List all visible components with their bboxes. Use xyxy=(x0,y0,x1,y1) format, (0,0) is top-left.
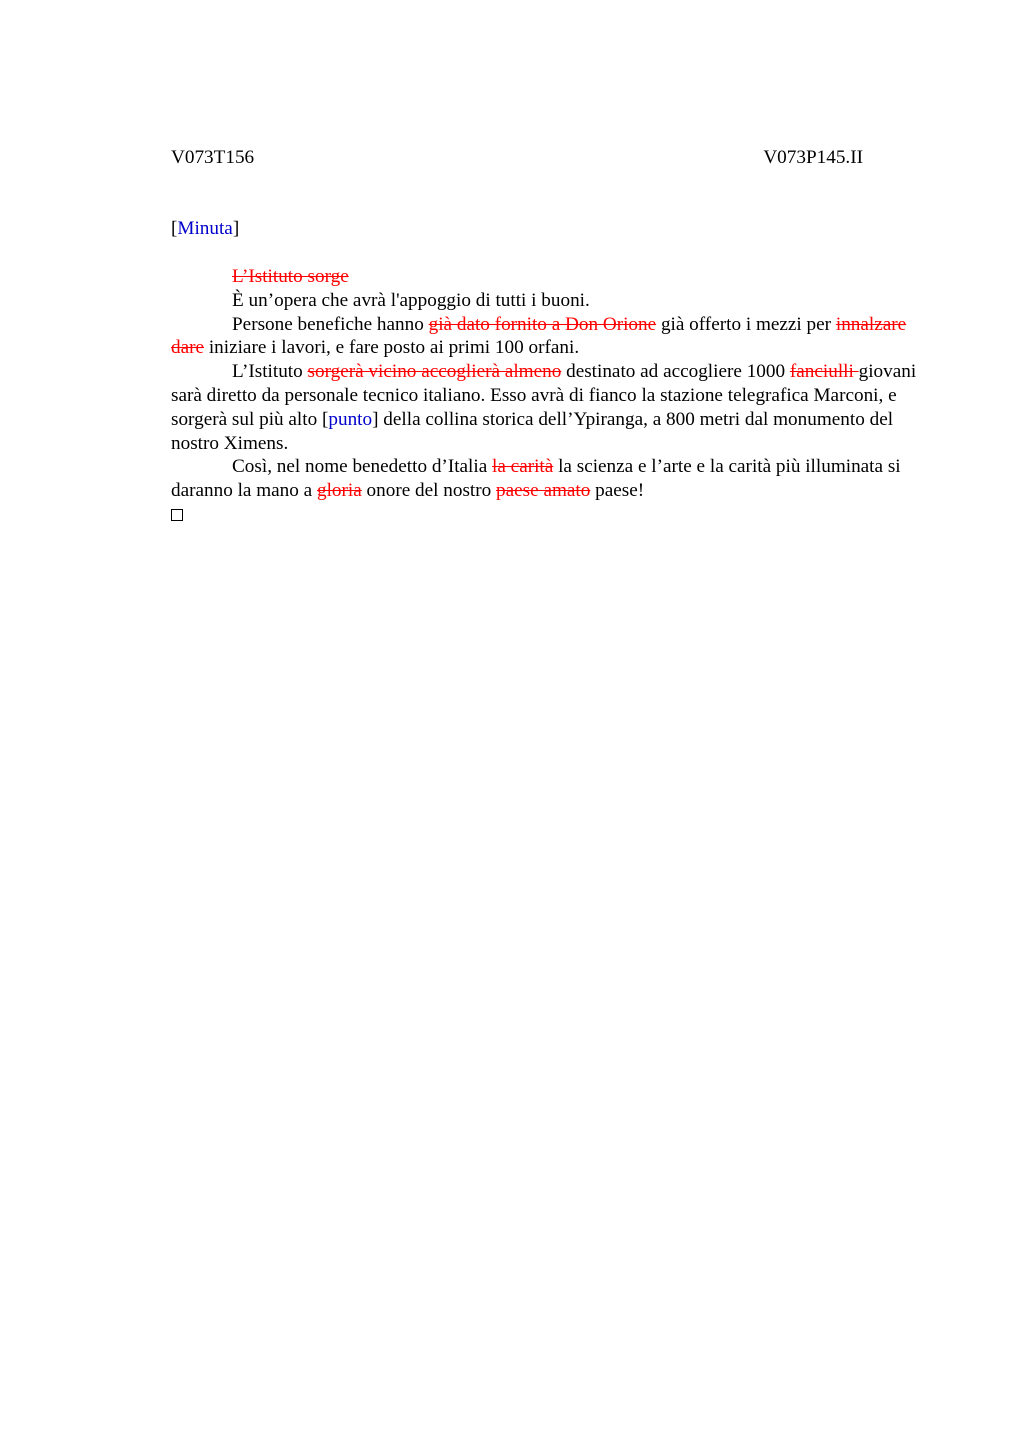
paragraph-text: la scienza e l’arte e la carità più illuminata si daranno la mano a xyxy=(171,456,901,502)
bracket-open: [ xyxy=(171,218,178,239)
bracket-close: ] xyxy=(232,218,240,239)
bracket-close: ] xyxy=(372,408,379,430)
paragraph-text: iniziare i lavori, e fare posto ai primi 100 orfani. xyxy=(204,337,580,359)
deleted-text: paese amato xyxy=(496,480,591,502)
paragraph-text: Così, nel nome benedetto d’Italia xyxy=(232,456,493,478)
paragraph-text: È un’opera che avrà l'appoggio di tutti i buoni. xyxy=(232,289,590,311)
deleted-text: già dato fornito a Don Orione xyxy=(428,313,657,335)
document-header xyxy=(171,146,863,170)
deleted-text: sorgerà vicino accoglierà almeno xyxy=(307,361,562,383)
paragraph-text: Persone benefiche hanno xyxy=(232,313,429,335)
end-marker xyxy=(171,503,926,528)
paragraph-text: destinato ad accogliere 1000 xyxy=(561,361,790,383)
document-body xyxy=(171,265,926,528)
deleted-text: fanciulli xyxy=(789,361,859,383)
paragraph-text: L’Istituto xyxy=(232,361,308,383)
paragraph-2 xyxy=(171,289,926,313)
paragraph-4 xyxy=(171,360,926,455)
paragraph-text: giovani sarà diretto da personale tecnico italiano. Esso avrà di fianco la stazione telegrafica Marconi, e sorgerà sul più alto xyxy=(171,361,917,430)
paragraph-1 xyxy=(171,265,926,289)
deleted-text: L’Istituto sorge xyxy=(232,266,349,287)
document-id-right: V073P145.II xyxy=(763,147,863,168)
paragraph-3 xyxy=(171,313,926,361)
deleted-text: innalzare dare xyxy=(171,313,907,359)
paragraph-text: della collina storica dell’Ypiranga, a 800 metri dal monumento del nostro Ximens. xyxy=(171,408,894,454)
paragraph-text: già offerto i mezzi per xyxy=(656,313,836,335)
document-type-text: Minuta xyxy=(177,218,233,239)
document-page xyxy=(171,0,926,1450)
document-type-label xyxy=(171,217,239,241)
bracket-open: [ xyxy=(322,408,329,430)
deleted-text: la carità xyxy=(492,456,554,478)
square-outline-icon xyxy=(171,509,183,521)
deleted-text: gloria xyxy=(316,480,362,502)
paragraph-text: onore del nostro xyxy=(361,480,497,502)
editorial-insertion: punto xyxy=(328,408,373,430)
paragraph-text: paese! xyxy=(590,480,645,502)
paragraph-5 xyxy=(171,455,926,503)
document-id-left: V073T156 xyxy=(171,147,255,168)
